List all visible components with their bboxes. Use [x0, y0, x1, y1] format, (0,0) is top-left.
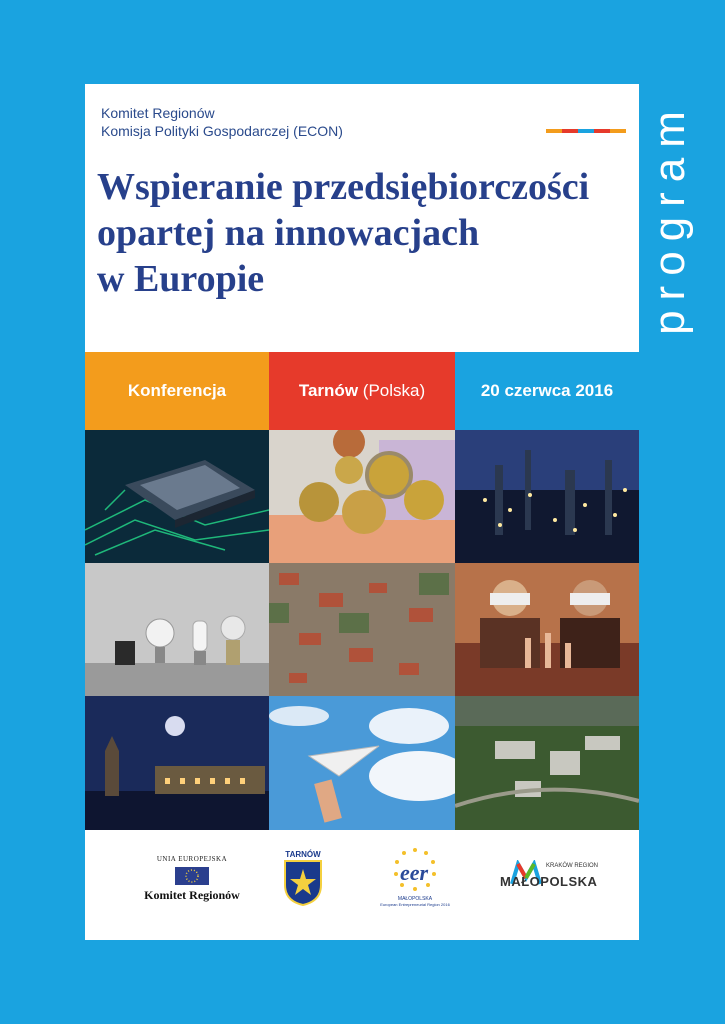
city-label: Tarnów: [298, 381, 359, 400]
committee-of-regions-logo: [127, 855, 257, 903]
tarnow-shield-icon: [281, 859, 325, 907]
eer-stars-icon: [370, 844, 460, 896]
campus-aerial-photo: [455, 696, 639, 830]
eer-region-label: MAŁOPOLSKA: [397, 896, 433, 902]
vr-headset-businesspeople-photo: [455, 563, 639, 696]
euro-coins-photo: [269, 430, 455, 563]
organization-block: [101, 104, 343, 140]
circuit-chip-photo: [85, 430, 269, 563]
krakow-market-square-night-photo: [85, 696, 269, 830]
color-stripes: [546, 129, 626, 133]
program-vertical-label: program: [645, 101, 694, 335]
malopolska-label: MAŁOPOLSKA: [500, 874, 598, 889]
org-line-1: Komitet Regionów: [101, 105, 215, 121]
tarnow-aerial-photo: [269, 563, 455, 696]
partner-logos: [85, 830, 639, 940]
tarnow-label: TARNÓW: [285, 850, 321, 859]
title-line-2: opartej na innowacjach: [97, 212, 480, 254]
event-info-bands: [85, 352, 639, 430]
date-label: 20 czerwca 2016: [480, 381, 614, 400]
svg-text:eer: eer: [400, 860, 429, 885]
light-bulbs-photo: [85, 563, 269, 696]
title-line-1: Wspieranie przedsiębiorczości: [97, 166, 590, 208]
eer-logo: [370, 844, 460, 907]
event-type-label: Konferencja: [127, 381, 227, 400]
krakow-region-label: KRAKÓW REGION: [546, 863, 599, 869]
country-label: (Polska): [362, 381, 426, 400]
eer-full-label: European Entrepreneurial Region 2016: [380, 902, 450, 907]
location-band: [269, 352, 455, 430]
eu-flag-icon: [127, 866, 257, 886]
industrial-plant-night-photo: [455, 430, 639, 563]
date-band: [455, 352, 639, 430]
org-line-2: Komisja Polityki Gospodarczej (ECON): [101, 123, 343, 139]
cor-top-label: UNIA EUROPEJSKA: [156, 855, 228, 863]
document-title: [97, 164, 637, 302]
tarnow-crest-logo: [281, 850, 325, 907]
title-line-3: w Europie: [97, 258, 265, 300]
photo-grid: [85, 430, 639, 830]
event-type-band: [85, 352, 269, 430]
cover-card: [85, 84, 639, 940]
cor-main-label: Komitet Regionów: [144, 888, 240, 902]
paper-plane-sky-photo: [269, 696, 455, 830]
